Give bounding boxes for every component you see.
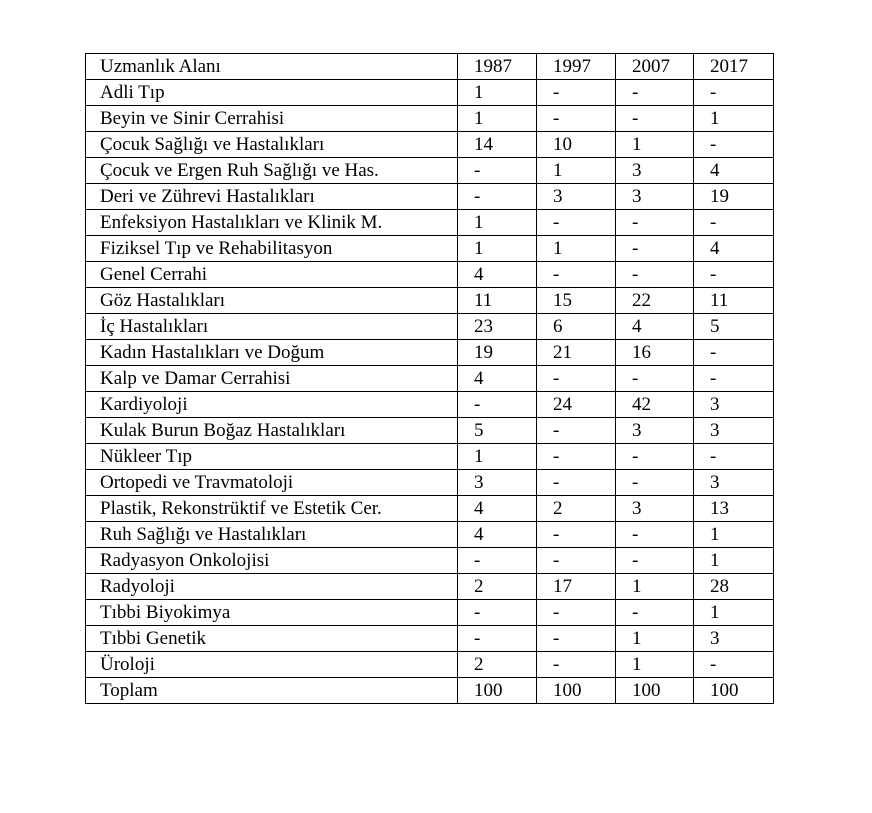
count-cell: 1	[616, 574, 694, 600]
count-cell: 24	[537, 392, 616, 418]
count-cell: -	[694, 80, 774, 106]
count-cell: 1	[458, 444, 537, 470]
table-row	[86, 678, 774, 704]
count-cell: -	[537, 262, 616, 288]
count-cell: 4	[616, 314, 694, 340]
header-cell-specialty: Uzmanlık Alanı	[86, 54, 458, 80]
count-cell: -	[458, 184, 537, 210]
count-cell: -	[537, 444, 616, 470]
count-cell: 11	[458, 288, 537, 314]
count-cell: -	[616, 106, 694, 132]
table-row	[86, 80, 774, 106]
count-cell: 6	[537, 314, 616, 340]
count-cell: -	[537, 80, 616, 106]
header-cell-year: 2017	[694, 54, 774, 80]
table-row	[86, 184, 774, 210]
count-cell: 5	[694, 314, 774, 340]
count-cell: 19	[458, 340, 537, 366]
table-row	[86, 366, 774, 392]
count-cell: -	[458, 600, 537, 626]
header-cell-year: 2007	[616, 54, 694, 80]
count-cell: -	[616, 210, 694, 236]
specialty-name-cell: Göz Hastalıkları	[86, 288, 458, 314]
count-cell: 28	[694, 574, 774, 600]
count-cell: 3	[694, 392, 774, 418]
count-cell: 22	[616, 288, 694, 314]
count-cell: -	[537, 652, 616, 678]
count-cell: -	[458, 158, 537, 184]
count-cell: 13	[694, 496, 774, 522]
count-cell: 3	[537, 184, 616, 210]
table-row	[86, 522, 774, 548]
specialty-name-cell: Kardiyoloji	[86, 392, 458, 418]
count-cell: 4	[458, 366, 537, 392]
specialty-name-cell: Tıbbi Biyokimya	[86, 600, 458, 626]
table-body	[86, 54, 774, 704]
specialty-name-cell: Toplam	[86, 678, 458, 704]
count-cell: -	[694, 132, 774, 158]
count-cell: -	[616, 262, 694, 288]
count-cell: 14	[458, 132, 537, 158]
table-row	[86, 392, 774, 418]
table-row	[86, 418, 774, 444]
specialty-name-cell: Kadın Hastalıkları ve Doğum	[86, 340, 458, 366]
count-cell: -	[694, 340, 774, 366]
header-cell-year: 1997	[537, 54, 616, 80]
table-row	[86, 496, 774, 522]
specialty-name-cell: Enfeksiyon Hastalıkları ve Klinik M.	[86, 210, 458, 236]
count-cell: -	[458, 392, 537, 418]
count-cell: 4	[694, 158, 774, 184]
count-cell: -	[616, 522, 694, 548]
count-cell: 21	[537, 340, 616, 366]
table-row	[86, 600, 774, 626]
count-cell: 4	[458, 262, 537, 288]
count-cell: 100	[616, 678, 694, 704]
count-cell: 3	[616, 496, 694, 522]
count-cell: -	[537, 366, 616, 392]
table-row	[86, 574, 774, 600]
count-cell: 4	[694, 236, 774, 262]
count-cell: -	[616, 600, 694, 626]
table-row	[86, 652, 774, 678]
count-cell: -	[537, 522, 616, 548]
count-cell: 1	[694, 548, 774, 574]
specialty-name-cell: Deri ve Zührevi Hastalıkları	[86, 184, 458, 210]
count-cell: -	[694, 210, 774, 236]
specialty-name-cell: Çocuk ve Ergen Ruh Sağlığı ve Has.	[86, 158, 458, 184]
specialty-name-cell: İç Hastalıkları	[86, 314, 458, 340]
count-cell: -	[537, 106, 616, 132]
count-cell: -	[458, 548, 537, 574]
count-cell: 42	[616, 392, 694, 418]
count-cell: 19	[694, 184, 774, 210]
count-cell: 15	[537, 288, 616, 314]
specialty-name-cell: Beyin ve Sinir Cerrahisi	[86, 106, 458, 132]
table-row	[86, 132, 774, 158]
count-cell: -	[616, 470, 694, 496]
specialty-name-cell: Radyoloji	[86, 574, 458, 600]
specialty-name-cell: Kulak Burun Boğaz Hastalıkları	[86, 418, 458, 444]
specialty-table	[85, 53, 774, 704]
count-cell: -	[537, 600, 616, 626]
count-cell: 2	[458, 574, 537, 600]
specialty-name-cell: Kalp ve Damar Cerrahisi	[86, 366, 458, 392]
count-cell: 10	[537, 132, 616, 158]
table-row	[86, 470, 774, 496]
table-row	[86, 444, 774, 470]
count-cell: 1	[458, 236, 537, 262]
count-cell: 1	[616, 652, 694, 678]
table-row	[86, 158, 774, 184]
count-cell: 3	[694, 626, 774, 652]
table-row	[86, 106, 774, 132]
table-row	[86, 314, 774, 340]
count-cell: 1	[694, 106, 774, 132]
count-cell: 3	[694, 418, 774, 444]
count-cell: -	[616, 366, 694, 392]
table-row	[86, 288, 774, 314]
count-cell: -	[537, 210, 616, 236]
count-cell: -	[694, 652, 774, 678]
count-cell: 1	[616, 626, 694, 652]
specialty-name-cell: Ortopedi ve Travmatoloji	[86, 470, 458, 496]
count-cell: -	[694, 366, 774, 392]
table-row	[86, 236, 774, 262]
count-cell: 1	[537, 236, 616, 262]
specialty-name-cell: Plastik, Rekonstrüktif ve Estetik Cer.	[86, 496, 458, 522]
count-cell: -	[616, 236, 694, 262]
header-cell-year: 1987	[458, 54, 537, 80]
count-cell: 1	[616, 132, 694, 158]
specialty-name-cell: Ruh Sağlığı ve Hastalıkları	[86, 522, 458, 548]
table-row	[86, 548, 774, 574]
count-cell: 1	[694, 522, 774, 548]
count-cell: 3	[694, 470, 774, 496]
count-cell: 3	[616, 184, 694, 210]
count-cell: 100	[458, 678, 537, 704]
specialty-name-cell: Tıbbi Genetik	[86, 626, 458, 652]
count-cell: 3	[616, 158, 694, 184]
specialty-name-cell: Radyasyon Onkolojisi	[86, 548, 458, 574]
count-cell: -	[537, 626, 616, 652]
specialty-name-cell: Nükleer Tıp	[86, 444, 458, 470]
table-row	[86, 210, 774, 236]
count-cell: 3	[616, 418, 694, 444]
count-cell: -	[616, 80, 694, 106]
specialty-name-cell: Çocuk Sağlığı ve Hastalıkları	[86, 132, 458, 158]
table-header-row	[86, 54, 774, 80]
count-cell: 1	[694, 600, 774, 626]
table-row	[86, 340, 774, 366]
count-cell: 100	[537, 678, 616, 704]
specialty-name-cell: Genel Cerrahi	[86, 262, 458, 288]
count-cell: 2	[537, 496, 616, 522]
count-cell: 16	[616, 340, 694, 366]
count-cell: 17	[537, 574, 616, 600]
count-cell: 100	[694, 678, 774, 704]
count-cell: -	[537, 418, 616, 444]
count-cell: 3	[458, 470, 537, 496]
specialty-name-cell: Adli Tıp	[86, 80, 458, 106]
count-cell: -	[616, 444, 694, 470]
count-cell: -	[458, 626, 537, 652]
specialty-name-cell: Fiziksel Tıp ve Rehabilitasyon	[86, 236, 458, 262]
table-row	[86, 626, 774, 652]
count-cell: -	[694, 444, 774, 470]
count-cell: -	[616, 548, 694, 574]
table-row	[86, 262, 774, 288]
count-cell: 1	[458, 210, 537, 236]
specialty-name-cell: Üroloji	[86, 652, 458, 678]
count-cell: 1	[537, 158, 616, 184]
count-cell: 1	[458, 106, 537, 132]
count-cell: 5	[458, 418, 537, 444]
count-cell: 4	[458, 496, 537, 522]
count-cell: 1	[458, 80, 537, 106]
count-cell: 11	[694, 288, 774, 314]
count-cell: 4	[458, 522, 537, 548]
count-cell: -	[694, 262, 774, 288]
count-cell: -	[537, 548, 616, 574]
count-cell: 2	[458, 652, 537, 678]
count-cell: 23	[458, 314, 537, 340]
count-cell: -	[537, 470, 616, 496]
